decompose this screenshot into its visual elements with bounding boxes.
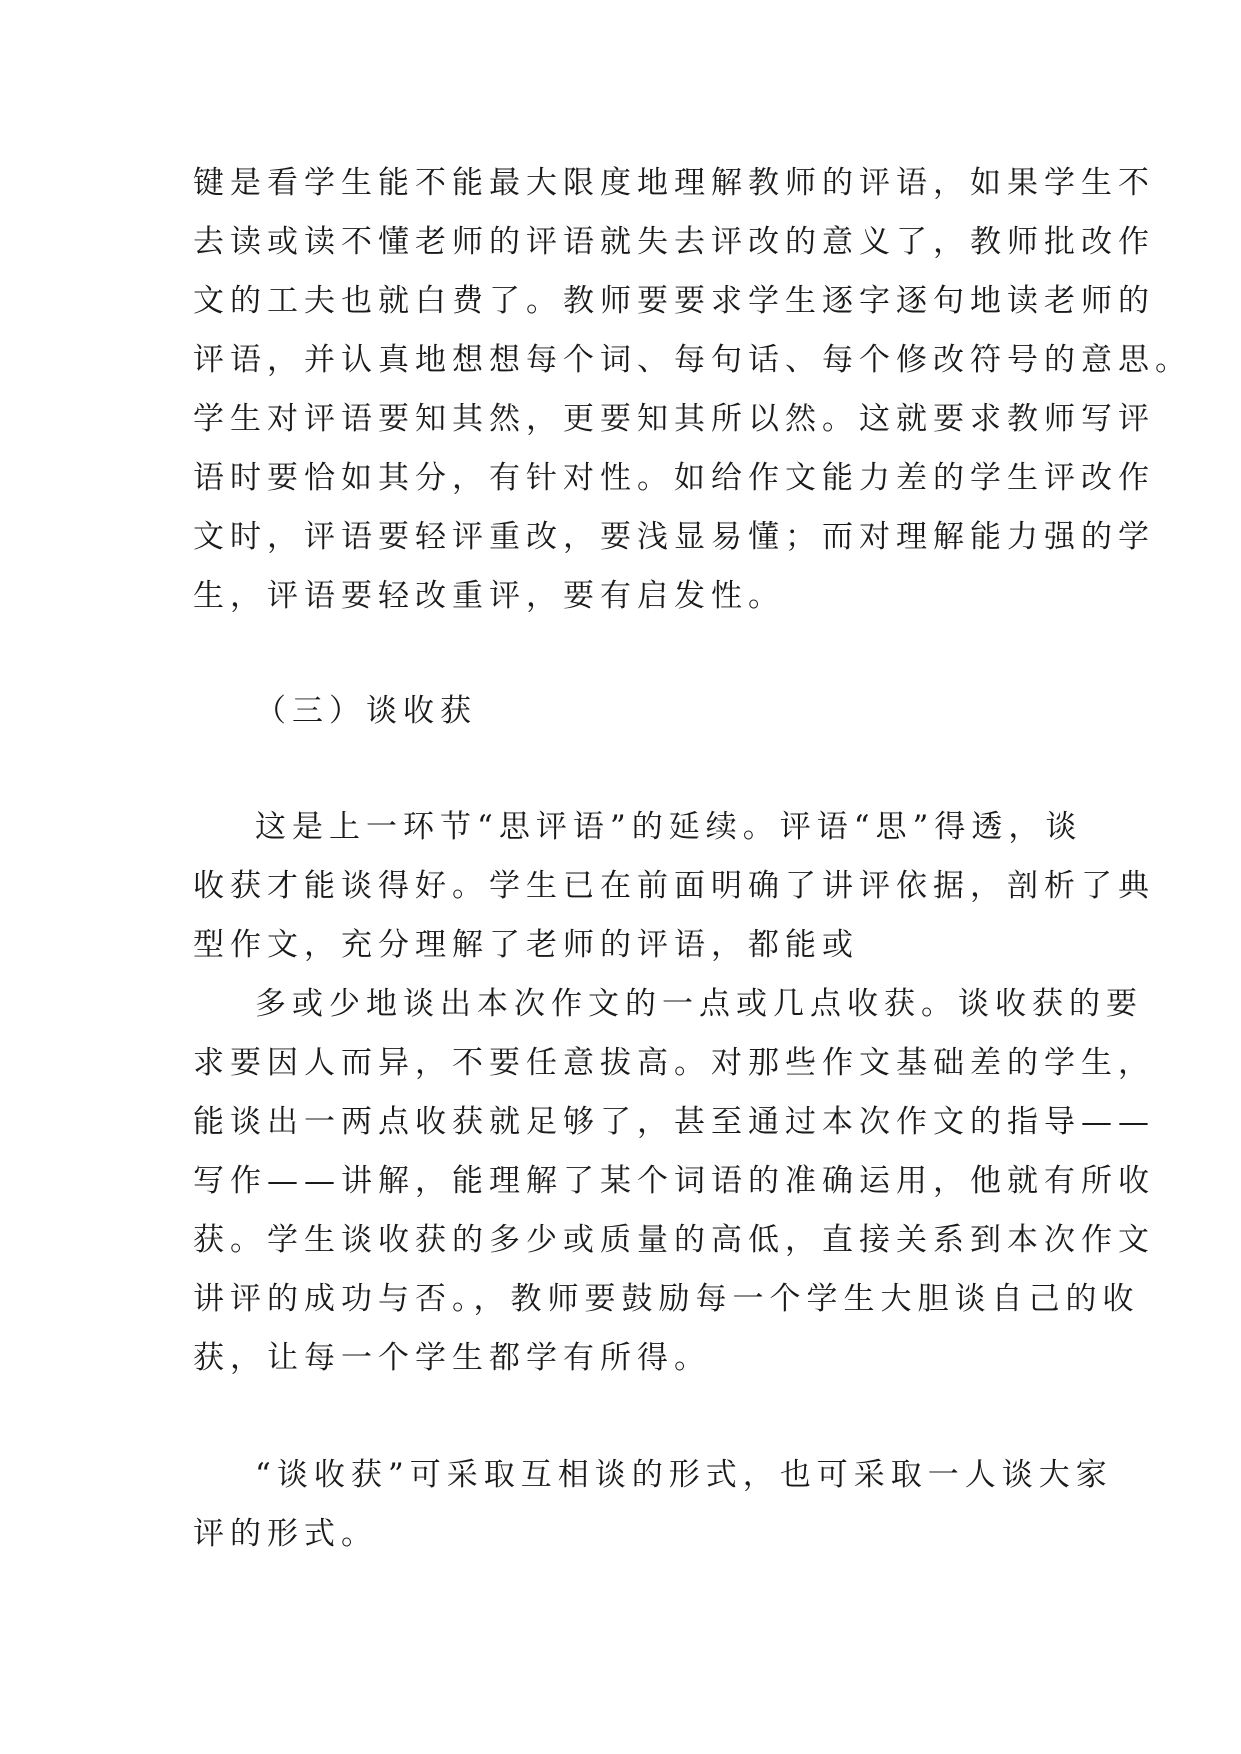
paragraph-1-line-1: 键是看学生能不能最大限度地理解教师的评语，如果学生不: [193, 165, 1155, 201]
paragraph-1-line-5: 学生对评语要知其然，更要知其所以然。这就要求教师写评: [193, 401, 1155, 437]
paragraph-1-line-8: 生，评语要轻改重评，要有启发性。: [193, 578, 785, 614]
paragraph-4-line-2: 评的形式。: [193, 1516, 378, 1552]
paragraph-3-line-2: 求要因人而异，不要任意拔高。对那些作文基础差的学生，: [193, 1045, 1155, 1081]
paragraph-4-line-1: “谈收获”可采取互相谈的形式，也可采取一人谈大家: [255, 1457, 1113, 1493]
paragraph-1-line-6: 语时要恰如其分，有针对性。如给作文能力差的学生评改作: [193, 460, 1155, 496]
paragraph-2-line-2: 收获才能谈得好。学生已在前面明确了讲评依据，剖析了典: [193, 868, 1155, 904]
paragraph-1-line-4: 评语，并认真地想想每个词、每句话、每个修改符号的意思。: [193, 342, 1192, 378]
paragraph-3-line-3: 能谈出一两点收获就足够了，甚至通过本次作文的指导——: [193, 1104, 1155, 1140]
paragraph-2-line-3: 型作文，充分理解了老师的评语，都能或: [193, 927, 859, 963]
paragraph-1-line-3: 文的工夫也就白费了。教师要要求学生逐字逐句地读老师的: [193, 283, 1155, 319]
paragraph-2-line-1: 这是上一环节“思评语”的延续。评语“思”得透，谈: [255, 809, 1083, 845]
paragraph-3-line-1: 多或少地谈出本次作文的一点或几点收获。谈收获的要: [255, 986, 1143, 1022]
paragraph-3-line-6: 讲评的成功与否。，教师要鼓励每一个学生大胆谈自己的收: [193, 1281, 1140, 1317]
paragraph-3-line-4: 写作——讲解，能理解了某个词语的准确运用，他就有所收: [193, 1163, 1155, 1199]
paragraph-3-line-5: 获。学生谈收获的多少或质量的高低，直接关系到本次作文: [193, 1222, 1155, 1258]
paragraph-3-line-7: 获，让每一个学生都学有所得。: [193, 1340, 711, 1376]
paragraph-1-line-2: 去读或读不懂老师的评语就失去评改的意义了，教师批改作: [193, 224, 1155, 260]
paragraph-1-line-7: 文时，评语要轻评重改，要浅显易懂；而对理解能力强的学: [193, 519, 1155, 555]
section-heading: （三）谈收获: [255, 693, 477, 729]
